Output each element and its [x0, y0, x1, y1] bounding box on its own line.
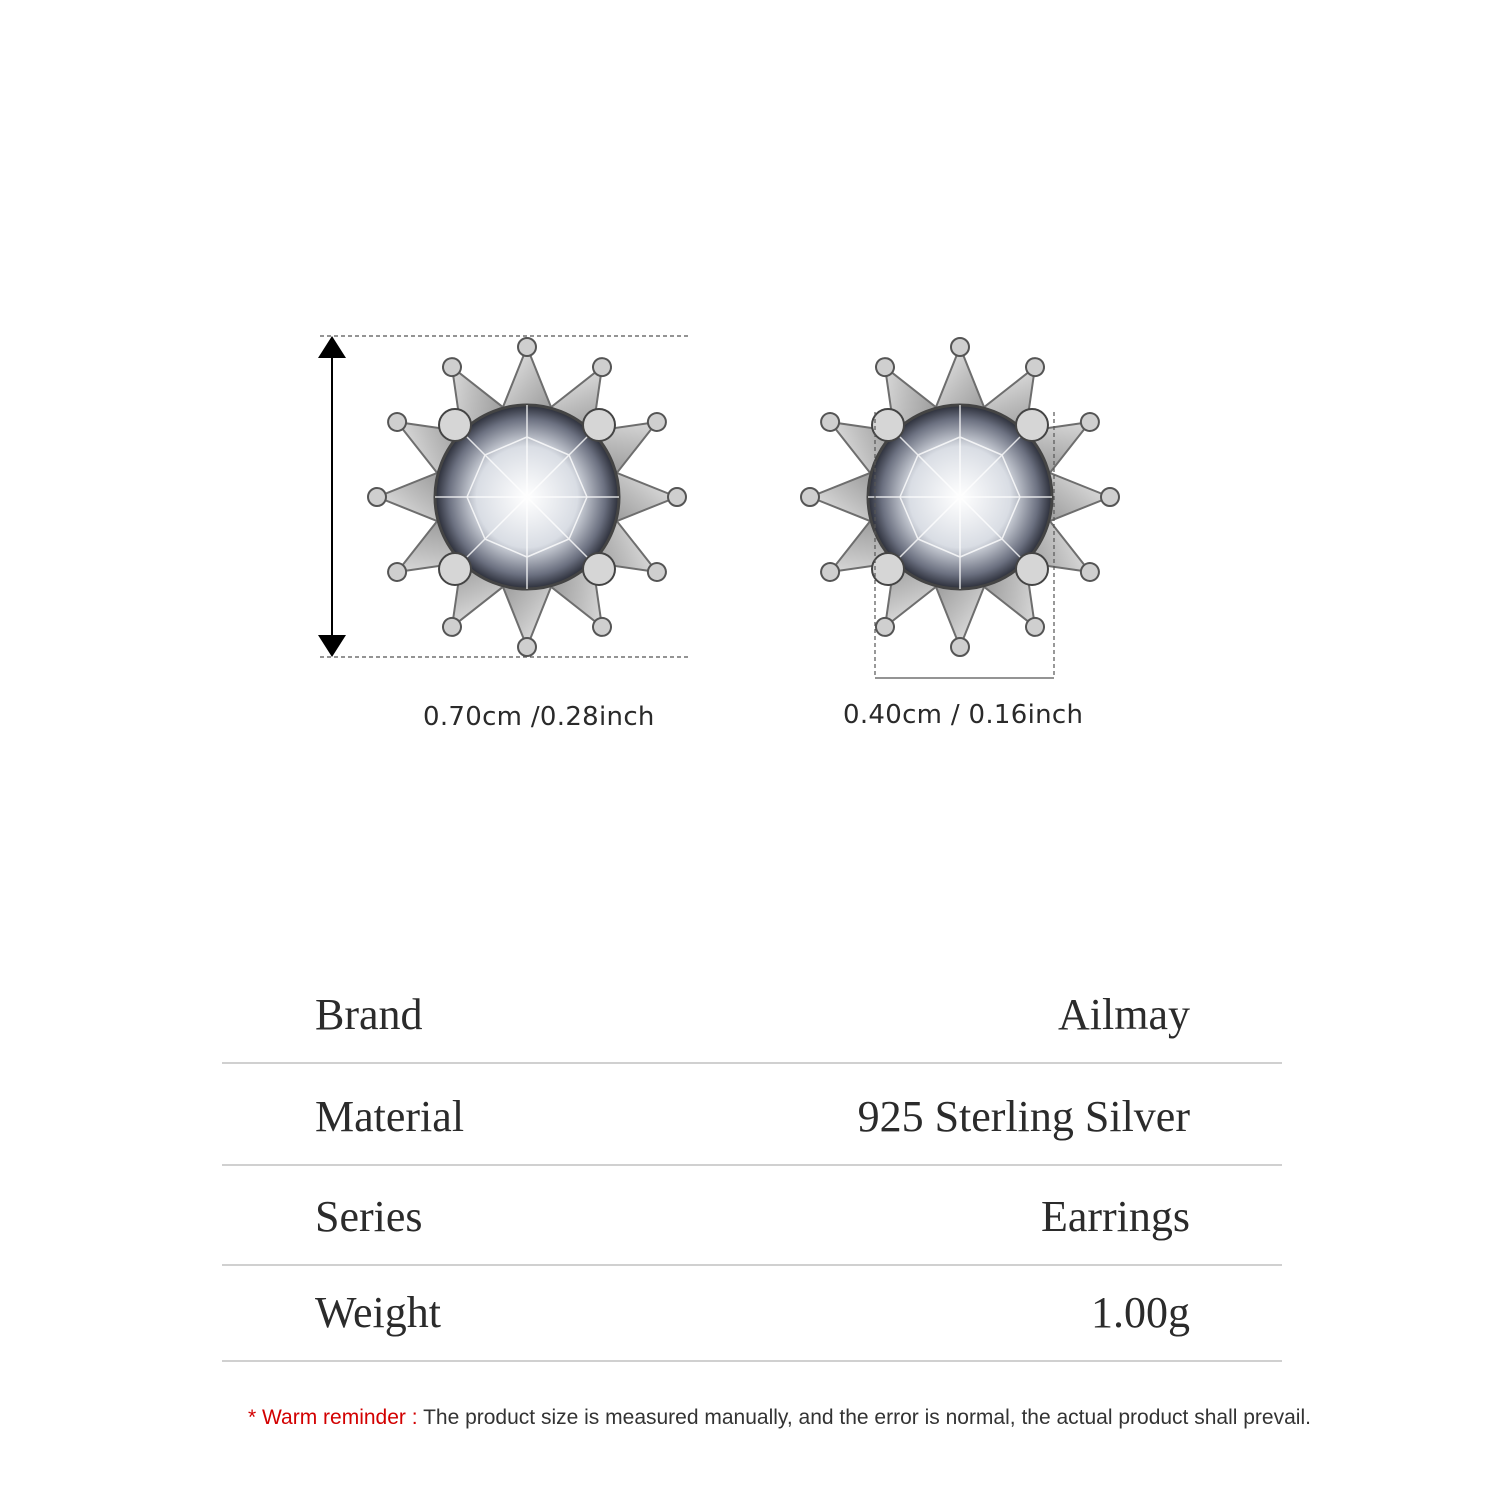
spec-value: Earrings — [1040, 1192, 1190, 1241]
earring-left-image — [368, 338, 686, 656]
spec-label: Weight — [315, 1288, 441, 1337]
spec-row-material — [222, 1064, 1282, 1166]
spec-label: Series — [315, 1192, 423, 1241]
spec-row-brand — [222, 962, 1282, 1064]
earring-right-image — [801, 338, 1119, 656]
warm-reminder-text: The product size is measured manually, and the error is normal, the actual product shall prevail. — [423, 1406, 1311, 1429]
stone-dimension-label: 0.40cm / 0.16inch — [843, 700, 1084, 730]
spec-value: 1.00g — [1091, 1288, 1190, 1337]
spec-row-series — [222, 1164, 1282, 1266]
warm-reminder — [248, 1406, 1311, 1430]
warm-reminder-prefix: * Warm reminder : — [248, 1406, 418, 1429]
spec-row-weight — [222, 1260, 1282, 1362]
spec-label: Material — [315, 1092, 465, 1141]
spec-value: 925 Sterling Silver — [857, 1092, 1190, 1141]
height-dimension-label: 0.70cm /0.28inch — [423, 702, 655, 732]
spec-label: Brand — [315, 990, 423, 1039]
spec-value: Ailmay — [1058, 990, 1190, 1039]
